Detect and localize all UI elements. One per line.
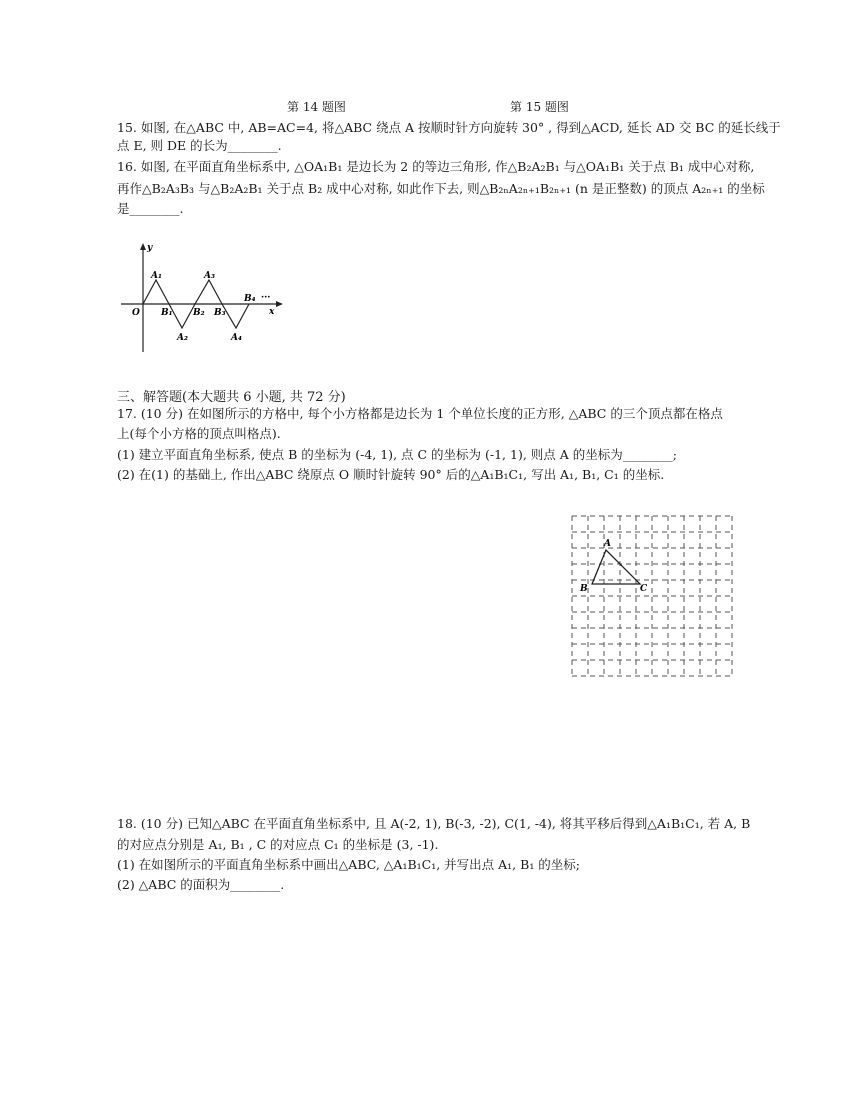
q15-line-1: 15. 如图, 在△ABC 中, AB=AC=4, 将△ABC 绕点 A 按顺时针方向旋转 30° , 得到△ACD, 延长 AD 交 BC 的延长线于 bbox=[117, 120, 781, 135]
continuation-dots: ··· bbox=[261, 293, 271, 303]
q18-line-3: (1) 在如图所示的平面直角坐标系中画出△ABC, △A₁B₁C₁, 并写出点 A₁, B₁ 的坐标; bbox=[117, 857, 581, 872]
label-C: C bbox=[640, 584, 648, 594]
triangle-abc bbox=[592, 550, 640, 584]
y-axis-arrow bbox=[140, 243, 146, 250]
x-axis-arrow bbox=[276, 301, 283, 307]
figure-15-caption: 第 15 题图 bbox=[510, 100, 569, 114]
q17-line-1: 17. (10 分) 在如图所示的方格中, 每个小方格都是边长为 1 个单位长度的正方形, △ABC 的三个顶点都在格点 bbox=[117, 406, 723, 421]
label-B2: B₂ bbox=[193, 308, 205, 318]
y-axis-label: y bbox=[147, 243, 153, 253]
x-axis-label: x bbox=[269, 307, 275, 317]
q17-line-3: (1) 建立平面直角坐标系, 使点 B 的坐标为 (-4, 1), 点 C 的坐标为 (-1, 1), 则点 A 的坐标为________; bbox=[117, 447, 677, 462]
q18-line-4: (2) △ABC 的面积为________. bbox=[117, 877, 285, 892]
q17-grid-figure bbox=[566, 510, 744, 690]
q17-line-2: 上(每个小方格的顶点叫格点). bbox=[117, 426, 281, 441]
label-A3: A₃ bbox=[204, 271, 215, 281]
label-A2: A₂ bbox=[177, 333, 188, 343]
label-A4: A₄ bbox=[231, 333, 242, 343]
label-A: A bbox=[604, 539, 611, 549]
q16-line-2: 再作△B₂A₃B₃ 与△B₂A₂B₁ 关于点 B₂ 成中心对称, 如此作下去, 则△B₂ₙA₂ₙ₊₁B₂ₙ₊₁ (n 是正整数) 的顶点 A₂ₙ₊₁ 的坐标 bbox=[117, 181, 765, 196]
label-A1: A₁ bbox=[151, 271, 162, 281]
label-B: B bbox=[580, 584, 588, 594]
q18-line-2: 的对应点分别是 A₁, B₁ , C 的对应点 C₁ 的坐标是 (3, -1). bbox=[117, 837, 439, 852]
dashed-grid bbox=[572, 516, 732, 676]
figure-14-caption: 第 14 题图 bbox=[287, 100, 346, 114]
q16-figure bbox=[115, 240, 285, 355]
section-3-heading: 三、解答题(本大题共 6 小题, 共 72 分) bbox=[117, 390, 346, 405]
label-B3: B₃ bbox=[214, 308, 226, 318]
label-B1: B₁ bbox=[161, 308, 173, 318]
q17-line-4: (2) 在(1) 的基础上, 作出△ABC 绕原点 O 顺时针旋转 90° 后的△A₁B₁C₁, 写出 A₁, B₁, C₁ 的坐标. bbox=[117, 467, 665, 482]
q16-line-3: 是________. bbox=[117, 201, 184, 216]
label-B4: B₄ bbox=[244, 294, 256, 304]
q16-line-1: 16. 如图, 在平面直角坐标系中, △OA₁B₁ 是边长为 2 的等边三角形, 作△B₂A₂B₁ 与△OA₁B₁ 关于点 B₁ 成中心对称, bbox=[117, 159, 755, 174]
q18-line-1: 18. (10 分) 已知△ABC 在平面直角坐标系中, 且 A(-2, 1), B(-3, -2), C(1, -4), 将其平移后得到△A₁B₁C₁, 若 A, B bbox=[117, 816, 751, 831]
q15-line-2: 点 E, 则 DE 的长为________. bbox=[117, 138, 282, 153]
origin-label: O bbox=[132, 308, 140, 318]
